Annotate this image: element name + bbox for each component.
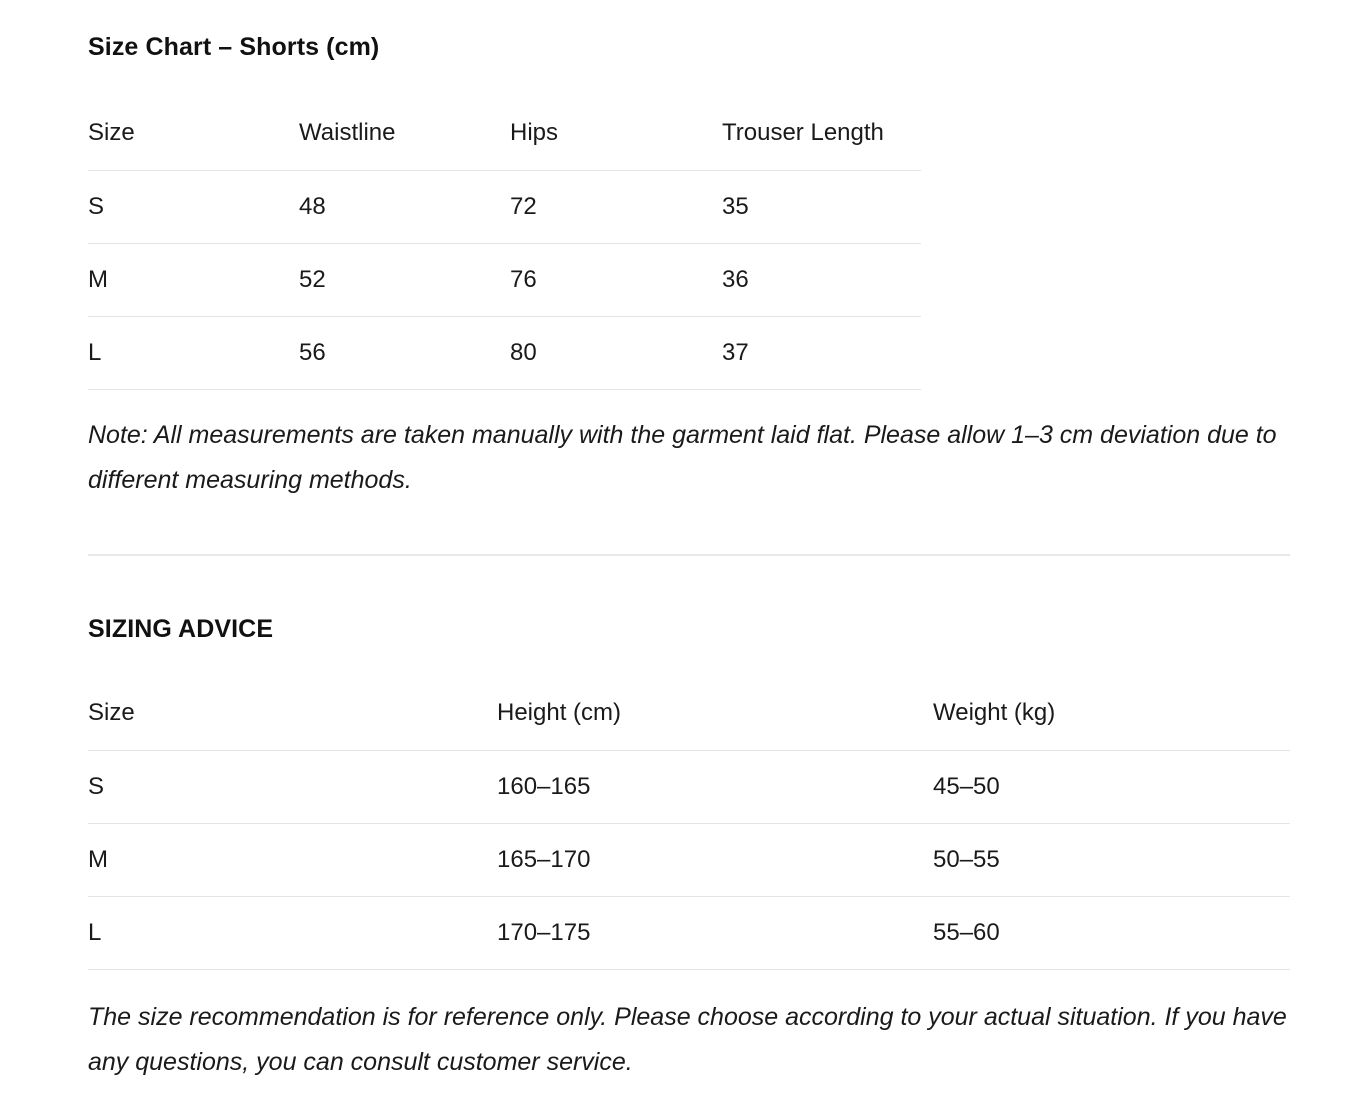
cell-size: M	[88, 823, 497, 896]
header-hips: Hips	[510, 119, 559, 147]
cell-weight: 55–60	[933, 896, 1290, 969]
cell-waistline: 48	[299, 170, 510, 243]
size-chart-table	[88, 97, 921, 390]
cell-height: 170–175	[497, 896, 933, 969]
cell-waistline: 56	[299, 316, 510, 389]
cell-size: M	[88, 243, 299, 316]
header-size: Size	[88, 699, 135, 727]
section-divider	[88, 554, 1290, 556]
table-row	[88, 316, 921, 389]
cell-height: 160–165	[497, 750, 933, 823]
cell-trouser-length: 35	[722, 170, 921, 243]
header-weight: Weight (kg)	[933, 699, 1056, 727]
cell-hips: 76	[510, 243, 722, 316]
cell-hips: 72	[510, 170, 722, 243]
table-row	[88, 170, 921, 243]
table-row	[88, 243, 921, 316]
recommendation-note: The size recommendation is for reference only. Please choose according to your actual situation. If you have any questions, you can consult customer service.	[88, 1003, 1287, 1076]
table-header-row	[88, 677, 1290, 750]
measurement-note: Note: All measurements are taken manually with the garment laid flat. Please allow 1–3 cm deviation due to different measuring methods.	[88, 421, 1277, 494]
cell-height: 165–170	[497, 823, 933, 896]
table-header-row	[88, 97, 921, 170]
cell-weight: 45–50	[933, 750, 1290, 823]
header-size: Size	[88, 119, 135, 147]
header-waistline: Waistline	[299, 119, 396, 147]
cell-trouser-length: 36	[722, 243, 921, 316]
cell-size: S	[88, 750, 497, 823]
sizing-advice-table	[88, 677, 1290, 970]
cell-hips: 80	[510, 316, 722, 389]
cell-waistline: 52	[299, 243, 510, 316]
cell-size: L	[88, 896, 497, 969]
table-row	[88, 896, 1290, 969]
table-row	[88, 750, 1290, 823]
table-row	[88, 823, 1290, 896]
cell-size: S	[88, 170, 299, 243]
cell-size: L	[88, 316, 299, 389]
header-trouser-length: Trouser Length	[722, 119, 884, 147]
size-chart-title: Size Chart – Shorts (cm)	[88, 33, 380, 61]
sizing-advice-title: SIZING ADVICE	[88, 615, 274, 643]
cell-trouser-length: 37	[722, 316, 921, 389]
cell-weight: 50–55	[933, 823, 1290, 896]
header-height: Height (cm)	[497, 699, 622, 727]
